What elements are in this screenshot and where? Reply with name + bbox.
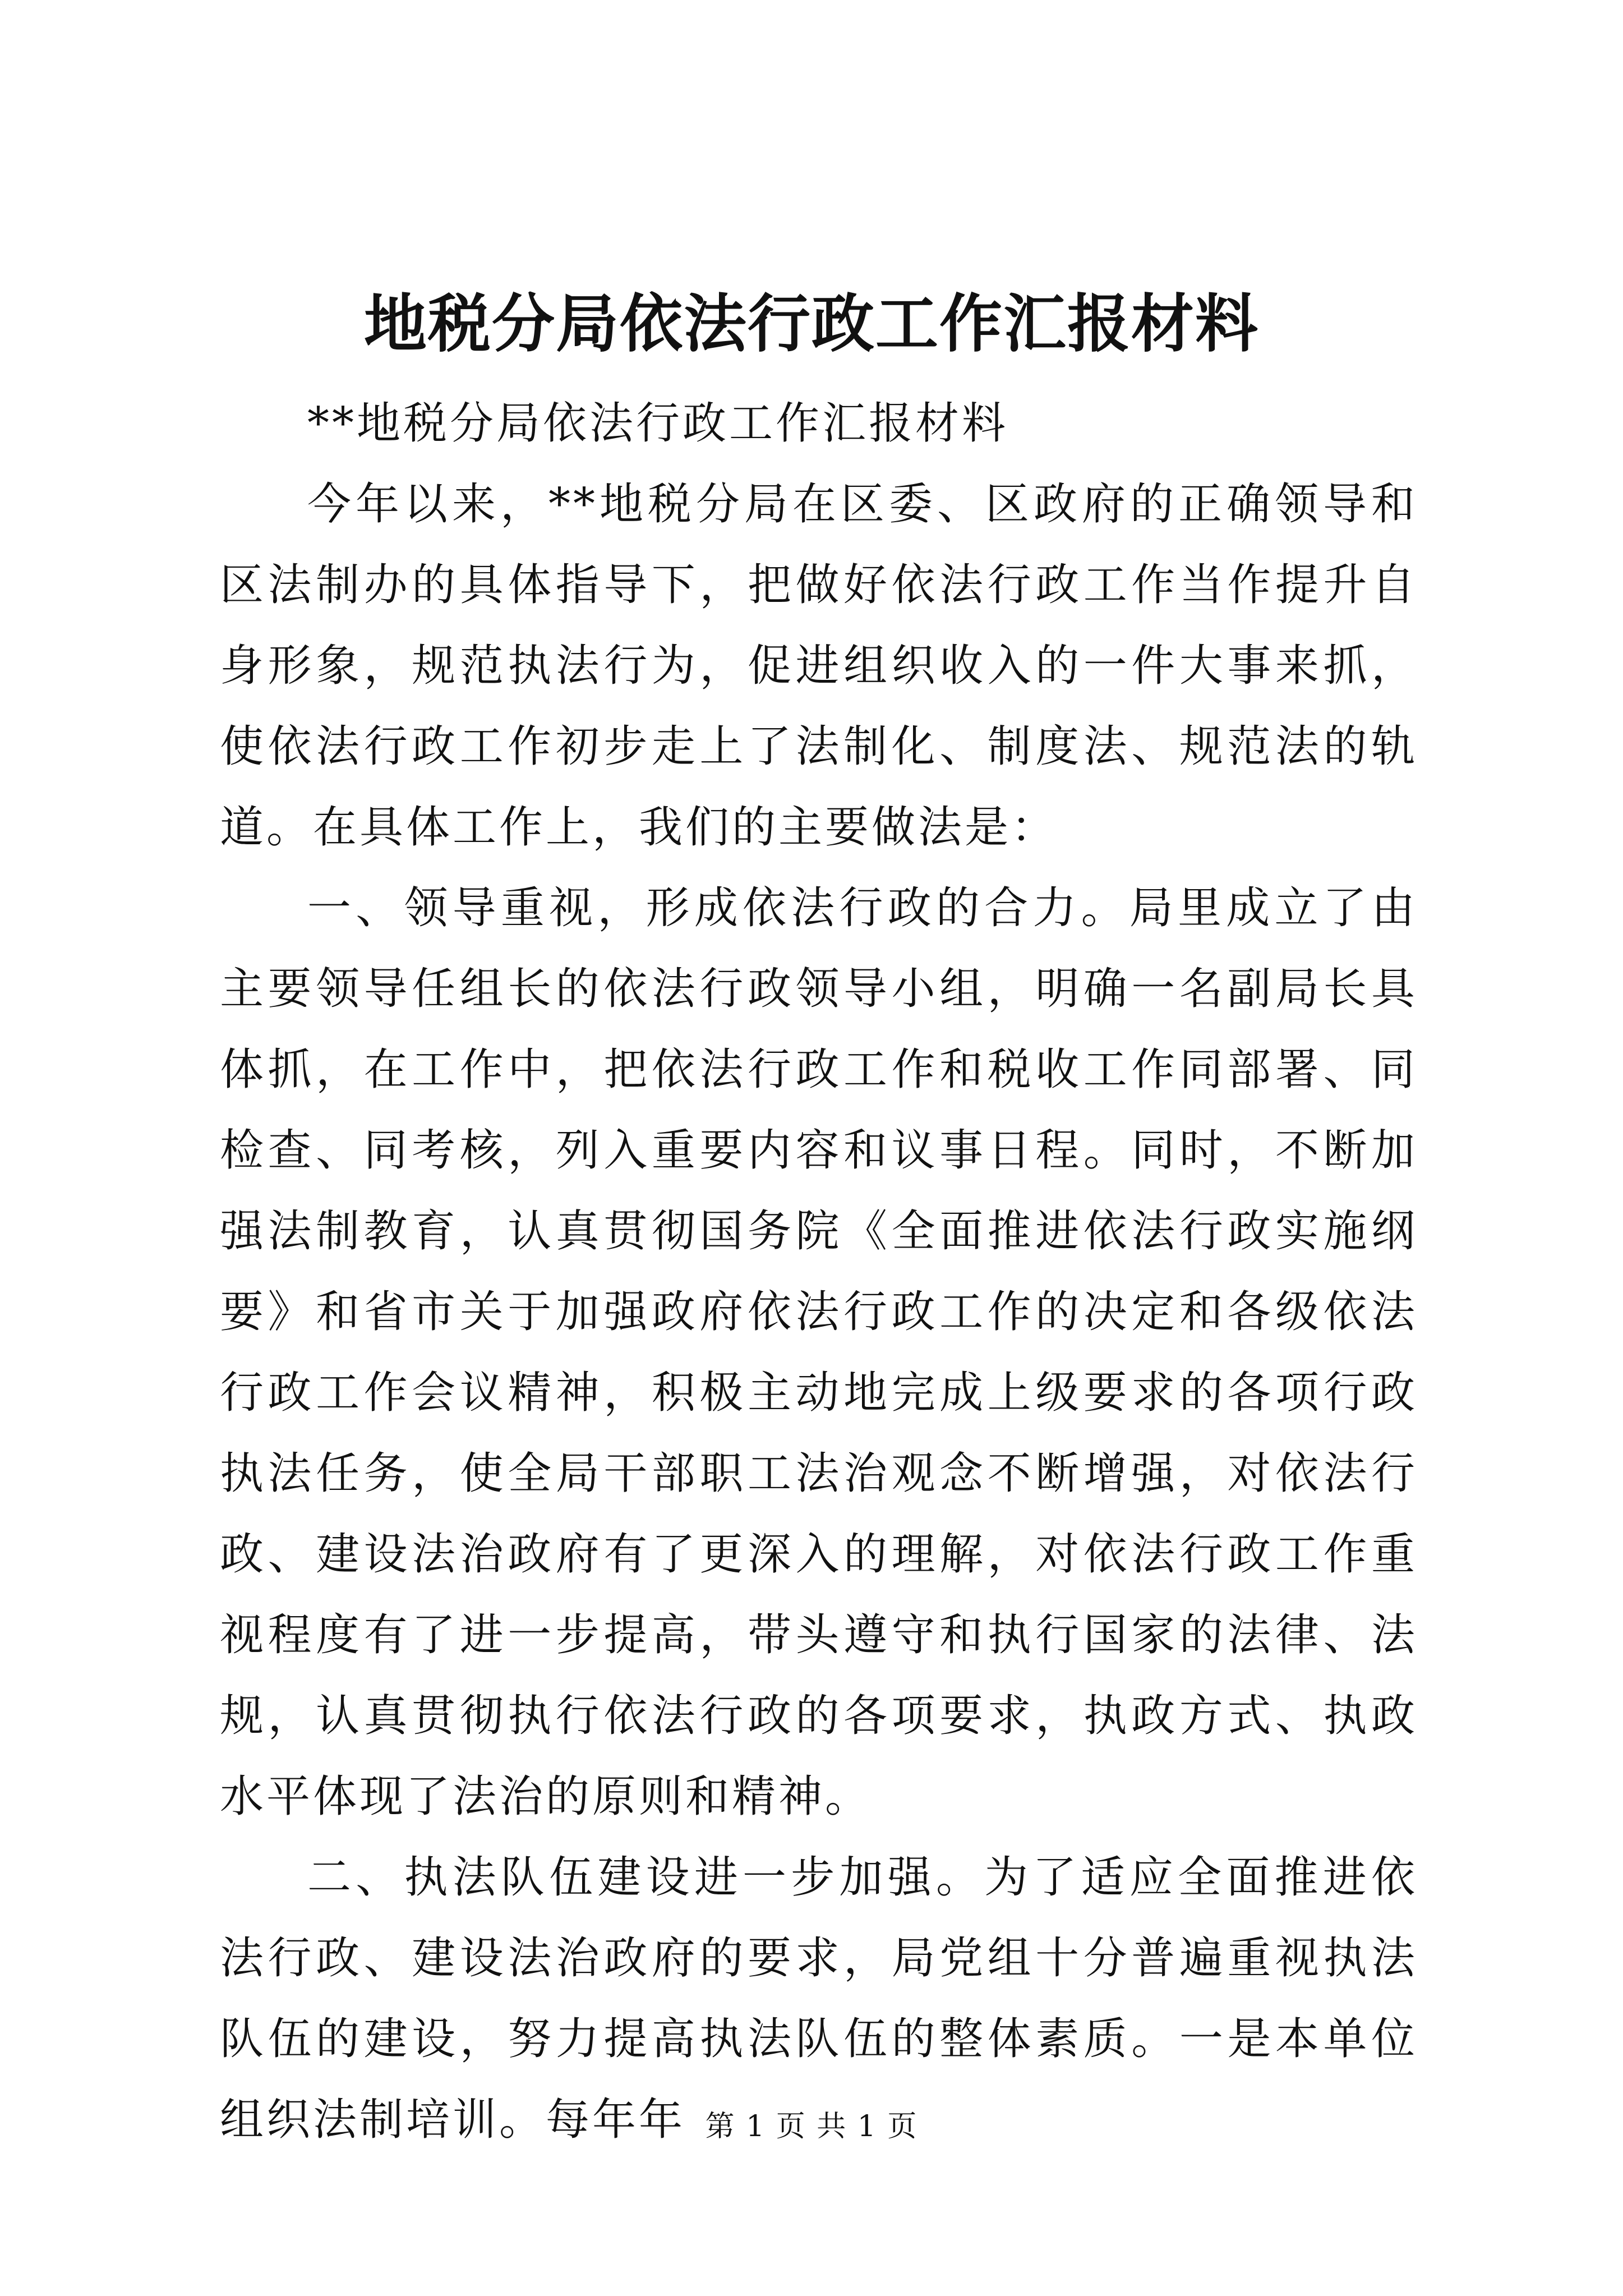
body-paragraph: 今年以来，**地税分局在区委、区政府的正确领导和区法制办的具体指导下，把做好依法行政工作当作提升自身形象，规范执法行为，促进组织收入的一件大事来抓，使依法行政工作初步走上了法制化、制度法、规范法的轨道。在具体工作上，我们的主要做法是：: [220, 479, 1418, 853]
body-paragraph: 二、执法队伍建设进一步加强。为了适应全面推进依法行政、建设法治政府的要求，局党组十分普遍重视执法队伍的建设，努力提高执法队伍的整体素质。一是本单位组织法制培训。每年年: [220, 1852, 1418, 2145]
document-title: 地税分局依法行政工作汇报材料: [364, 287, 1259, 361]
body-paragraph: **地税分局依法行政工作汇报材料: [307, 398, 1009, 449]
document-body: [220, 383, 1418, 2160]
page-number-footer: 第 1 页 共 1 页: [705, 2110, 918, 2143]
body-paragraph: 一、领导重视，形成依法行政的合力。局里成立了由主要领导任组长的依法行政领导小组，明确一名副局长具体抓，在工作中，把依法行政工作和税收工作同部署、同检查、同考核，列入重要内容和议事日程。同时，不断加强法制教育，认真贯彻国务院《全面推进依法行政实施纲要》和省市关于加强政府依法行政工作的决定和各级依法行政工作会议精神，积极主动地完成上级要求的各项行政执法任务，使全局干部职工法治观念不断增强，对依法行政、建设法治政府有了更深入的理解，对依法行政工作重视程度有了进一步提高，带头遵守和执行国家的法律、法规，认真贯彻执行依法行政的各项要求，执政方式、执政水平体现了法治的原则和精神。: [220, 883, 1418, 1822]
